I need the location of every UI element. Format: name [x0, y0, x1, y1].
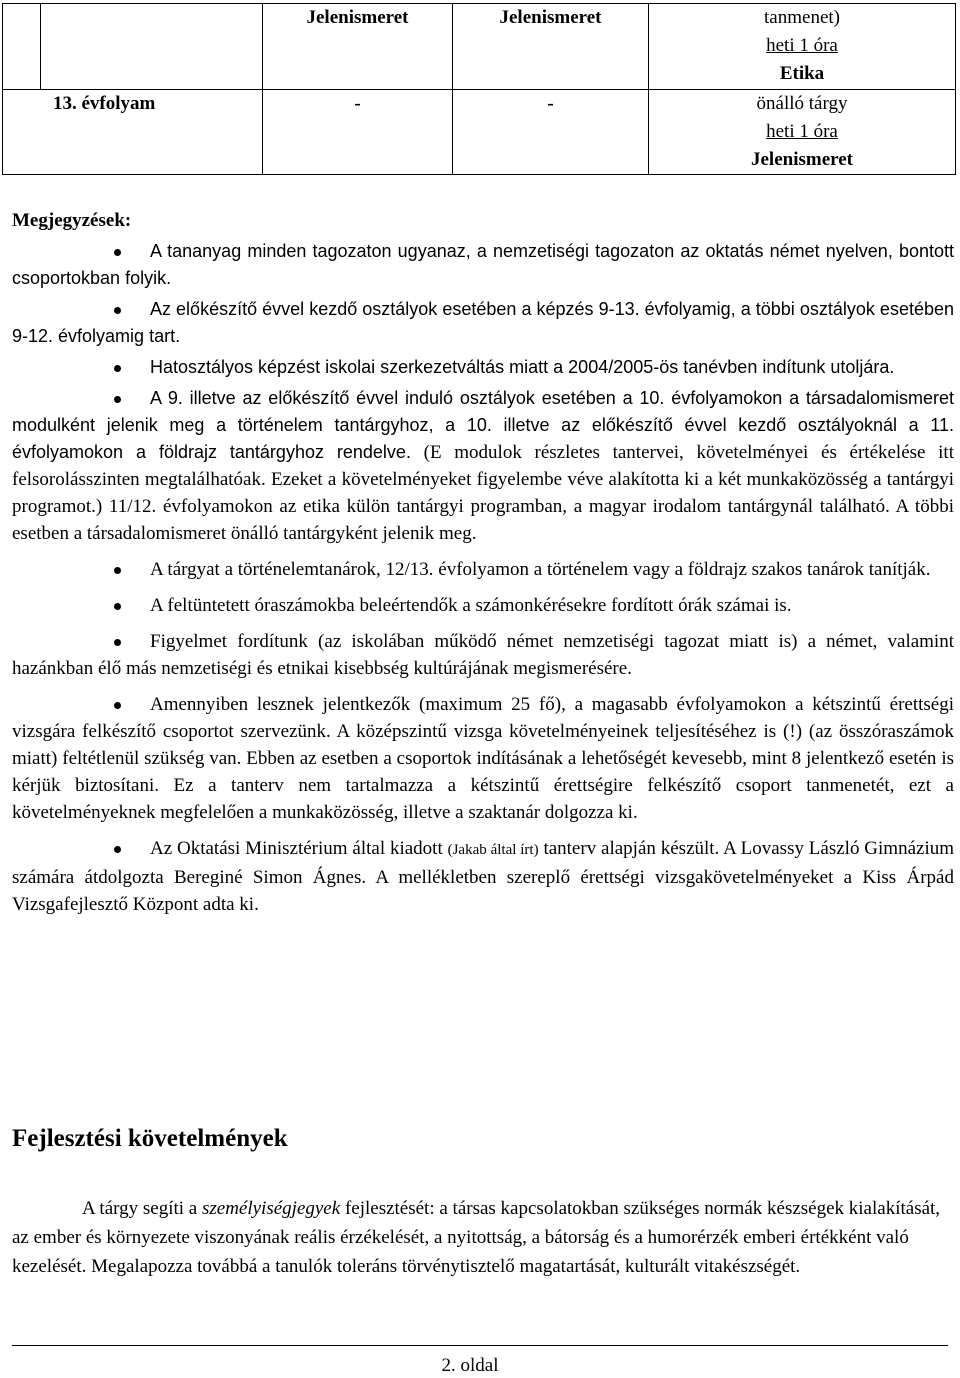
- notes-heading: Megjegyzések:: [12, 210, 132, 231]
- list-item: [12, 835, 954, 918]
- list-item: [12, 296, 954, 350]
- bullet-icon: [114, 567, 121, 574]
- list-item: [12, 592, 954, 619]
- bullet-icon: [114, 846, 121, 853]
- table-cell: Jelenismeret: [453, 4, 649, 90]
- table-cell: -: [263, 90, 453, 175]
- cell-line-subject: Etika: [779, 63, 825, 84]
- table-cell-hours: [649, 4, 956, 90]
- item-text: Hatosztályos képzést iskolai szerkezetváltás miatt a 2004/2005-ös tanévben indítunk utoljára.: [150, 357, 895, 377]
- table-cell-empty: [41, 4, 263, 90]
- section-paragraph: [12, 1194, 942, 1281]
- paragraph-emphasis: személyiségjegyek: [201, 1198, 341, 1219]
- item-text: A tananyag minden tagozaton ugyanaz, a nemzetiségi tagozaton az oktatás német nyelven, bontott csoportokban folyik.: [12, 241, 954, 288]
- table-cell-hours: [649, 90, 956, 175]
- hours-table: [2, 3, 956, 175]
- item-text: Az előkészítő évvel kezdő osztályok esetében a képzés 9-13. évfolyamig, a többi osztályok esetében 9-12. évfolyamig tart.: [12, 299, 954, 346]
- grade-label: 13. évfolyam: [53, 93, 156, 114]
- list-item: [12, 354, 954, 381]
- bullet-icon: [114, 365, 121, 372]
- list-item: [12, 628, 954, 682]
- item-text: A 9. illetve az előkészítő évvel induló osztályok esetében a 10. évfolyamokon a társadalomismeret modulként jelenik meg a történelem tantárgyhoz, a 10. illetve az előkészítő évvel kezdő osztályoknál a 11. évfolyamokon a földrajz tantárgyhoz rendelve.: [12, 388, 954, 462]
- item-text: A feltüntetett óraszámokba beleértendők a számonkérésekre fordított órák számai is.: [150, 595, 792, 616]
- list-item: [12, 691, 954, 826]
- table-cell: -: [453, 90, 649, 175]
- item-text: Az Oktatási Minisztérium által kiadott: [150, 838, 443, 859]
- item-text: Figyelmet fordítunk (az iskolában működő német nemzetiségi tagozat miatt is) a német, valamint hazánkban élő más nemzetiségi és etnikai kisebbség kultúrájának megismerésére.: [12, 631, 954, 679]
- paragraph-text: A tárgy segíti a: [82, 1198, 198, 1219]
- bullet-icon: [114, 249, 121, 256]
- cell-line: önálló tárgy: [756, 93, 848, 114]
- list-item: [12, 556, 954, 583]
- section-heading: Fejlesztési követelmények: [12, 1125, 288, 1152]
- footer-divider: [12, 1345, 948, 1346]
- bullet-icon: [114, 603, 121, 610]
- cell-line-hours: heti 1 óra: [766, 121, 838, 142]
- list-item: [12, 385, 954, 547]
- notes-section: [12, 207, 954, 918]
- table-row: [3, 90, 956, 175]
- list-item: [12, 238, 954, 292]
- paragraph-text: fejlesztését: a társas kapcsolatokban szükséges normák készségek kialakítását, az ember és környezete viszonyának reális érzékelését, a nyitottság, a bátorság és a humorérzék emberi értékként való kezelését. Megalapozza továbbá a tanulók toleráns törvénytisztelő magatartását, kulturált vitakészségét.: [12, 1198, 941, 1277]
- page-number: 2. oldal: [441, 1355, 499, 1376]
- item-text-cont: (E modulok részletes tantervei, követelményei és értékelése itt felsorolásszinten megtalálhatóak. Ezeket a követelményeket figyelembe véve alakította ki a két munkaközösség a tantárgyi programot.) 11/12. évfolyamokon az etika külön tantárgyi programban, a magyar irodalom tantárgynál található. A többi esetben a társadalomismeret önálló tantárgyként jelenik meg.: [12, 442, 954, 544]
- cell-line: tanmenet): [764, 7, 840, 28]
- bullet-icon: [114, 307, 121, 314]
- table-cell: Jelenismeret: [263, 4, 453, 90]
- table-row: [3, 4, 956, 90]
- bullet-icon: [114, 702, 121, 709]
- item-text-small: (Jakab által írt): [447, 842, 539, 858]
- item-text: A tárgyat a történelemtanárok, 12/13. évfolyamon a történelem vagy a földrajz szakos tanárok tanítják.: [150, 559, 931, 580]
- item-text: Amennyiben lesznek jelentkezők (maximum 25 fő), a magasabb évfolyamokon a kétszintű érettségi vizsgára felkészítő csoportot szervezünk. A középszintű vizsga követelményeinek teljesítéséhez is (!) (az összóraszámok miatt) feltétlenül szükség van. Ebben az esetben a csoportok indításának a lehetőségét kevesebb, mint 8 jelentkező esetén is kérjük biztosítani. Ez a tanterv nem tartalmazza a kétszintű érettségire felkészítő csoport tanmenetét, ezt a követelményeknek megfelelően a munkaközösség, illetve a szaktanár dolgozza ki.: [12, 694, 954, 823]
- table-cell-empty: [3, 4, 41, 90]
- cell-line-subject: Jelenismeret: [751, 149, 853, 170]
- bullet-icon: [114, 396, 121, 403]
- row-label: [3, 90, 263, 175]
- item-text: tanterv alapján készült. A Lovassy László Gimnázium számára átdolgozta Bereginé Simon Ágnes. A mellékletben szereplő érettségi vizsgakövetelményeket a Kiss Árpád Vizsgafejlesztő Központ adta ki.: [12, 838, 955, 915]
- bullet-icon: [114, 639, 121, 646]
- cell-line-hours: heti 1 óra: [766, 35, 838, 56]
